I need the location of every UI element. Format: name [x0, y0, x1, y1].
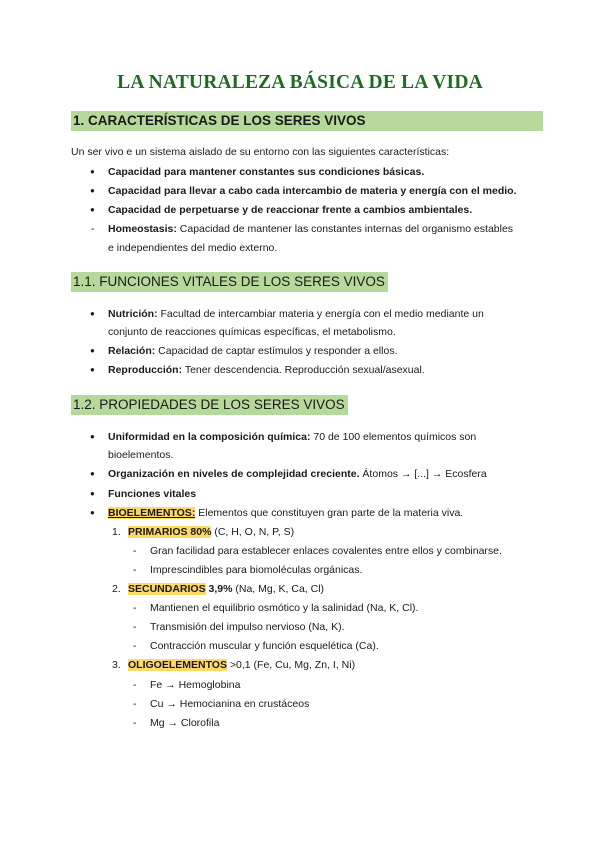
bioelementos-item [108, 506, 463, 520]
oligoelementos-point-1: Fe → Hemoglobina [150, 679, 241, 691]
uniformidad-item [108, 430, 476, 444]
dash-marker: - [133, 679, 137, 691]
bullet-marker: ● [90, 365, 95, 374]
oligoelementos-item [128, 658, 355, 672]
secundarios-item [128, 582, 324, 596]
bullet-marker: ● [90, 205, 95, 214]
dash-marker: - [91, 223, 95, 235]
secundarios-point-2: Transmisión del impulso nervioso (Na, K). [150, 621, 345, 633]
bullet-marker: ● [90, 508, 95, 517]
relacion-text: Capacidad de captar estímulos y responder a ellos. [155, 345, 398, 357]
characteristic-2: Capacidad para llevar a cabo cada intercambio de materia y energía con el medio. [108, 185, 517, 197]
section-1-heading: 1. CARACTERÍSTICAS DE LOS SERES VIVOS [71, 111, 543, 131]
dash-marker: - [133, 717, 137, 729]
characteristic-3: Capacidad de perpetuarse y de reaccionar frente a cambios ambientales. [108, 204, 473, 216]
dash-marker: - [133, 698, 137, 710]
bullet-marker: ● [90, 469, 95, 478]
homeostasis-text-cont: e independientes del medio externo. [108, 242, 278, 254]
homeostasis-text: Capacidad de mantener las constantes internas del organismo estables [176, 223, 514, 235]
homeostasis-term: Homeostasis: [108, 223, 177, 235]
nutricion-text: Facultad de intercambiar materia y energía con el medio mediante un [157, 308, 484, 320]
section-1-2-heading: 1.2. PROPIEDADES DE LOS SERES VIVOS [71, 395, 348, 415]
secundarios-percent: 3,9% [205, 583, 233, 595]
nutricion-text-cont: conjunto de reacciones químicas específicas, el metabolismo. [108, 326, 396, 338]
uniformidad-term: Uniformidad en la composición química: [108, 431, 311, 443]
dash-marker: - [133, 640, 137, 652]
section-1-1-heading: 1.1. FUNCIONES VITALES DE LOS SERES VIVOS [71, 272, 388, 292]
bullet-marker: ● [90, 432, 95, 441]
oligoelementos-text: >0,1 (Fe, Cu, Mg, Zn, I, Ni) [226, 659, 356, 671]
secundarios-point-1: Mantienen el equilibrio osmótico y la salinidad (Na, K, Cl). [150, 602, 419, 614]
secundarios-point-3: Contracción muscular y función esquelética (Ca). [150, 640, 379, 652]
document-title: LA NATURALEZA BÁSICA DE LA VIDA [117, 72, 483, 93]
organizacion-item [108, 467, 487, 481]
secundarios-label: SECUNDARIOS [128, 583, 206, 595]
primarios-label: PRIMARIOS 80% [128, 526, 212, 538]
primarios-item [128, 525, 294, 539]
organizacion-text: Átomos → [...] → Ecosfera [359, 468, 487, 480]
organizacion-term: Organización en niveles de complejidad creciente. [108, 468, 360, 480]
reproduccion-text: Tener descendencia. Reproducción sexual/asexual. [182, 364, 425, 376]
uniformidad-text: 70 de 100 elementos químicos son [310, 431, 477, 443]
oligoelementos-point-2: Cu → Hemocianina en crustáceos [150, 698, 310, 710]
characteristic-1: Capacidad para mantener constantes sus condiciones básicas. [108, 166, 425, 178]
primarios-point-1: Gran facilidad para establecer enlaces covalentes entre ellos y combinarse. [150, 545, 502, 557]
nutricion-item [108, 307, 484, 321]
uniformidad-text-cont: bioelementos. [108, 449, 174, 461]
list-number: 1. [112, 526, 121, 538]
dash-marker: - [133, 621, 137, 633]
oligoelementos-label: OLIGOELEMENTOS [128, 659, 227, 671]
dash-marker: - [133, 564, 137, 576]
section-1-intro: Un ser vivo e un sistema aislado de su entorno con las siguientes características: [71, 146, 450, 158]
nutricion-term: Nutrición: [108, 308, 158, 320]
bullet-marker: ● [90, 167, 95, 176]
dash-marker: - [133, 602, 137, 614]
secundarios-text: (Na, Mg, K, Ca, Cl) [232, 583, 325, 595]
oligoelementos-point-3: Mg → Clorofila [150, 717, 220, 729]
list-number: 2. [112, 583, 121, 595]
bullet-marker: ● [90, 346, 95, 355]
dash-marker: - [133, 545, 137, 557]
relacion-item [108, 344, 397, 358]
reproduccion-term: Reproducción: [108, 364, 183, 376]
primarios-text: (C, H, O, N, P, S) [211, 526, 295, 538]
primarios-point-2: Imprescindibles para biomoléculas orgánicas. [150, 564, 363, 576]
list-number: 3. [112, 659, 121, 671]
bioelementos-term: BIOELEMENTOS: [108, 507, 196, 519]
relacion-term: Relación: [108, 345, 156, 357]
funciones-vitales-item: Funciones vitales [108, 488, 197, 500]
reproduccion-item [108, 363, 425, 377]
bullet-marker: ● [90, 186, 95, 195]
homeostasis-item [108, 222, 513, 236]
bullet-marker: ● [90, 309, 95, 318]
bullet-marker: ● [90, 489, 95, 498]
bioelementos-text: Elementos que constituyen gran parte de la materia viva. [195, 507, 464, 519]
